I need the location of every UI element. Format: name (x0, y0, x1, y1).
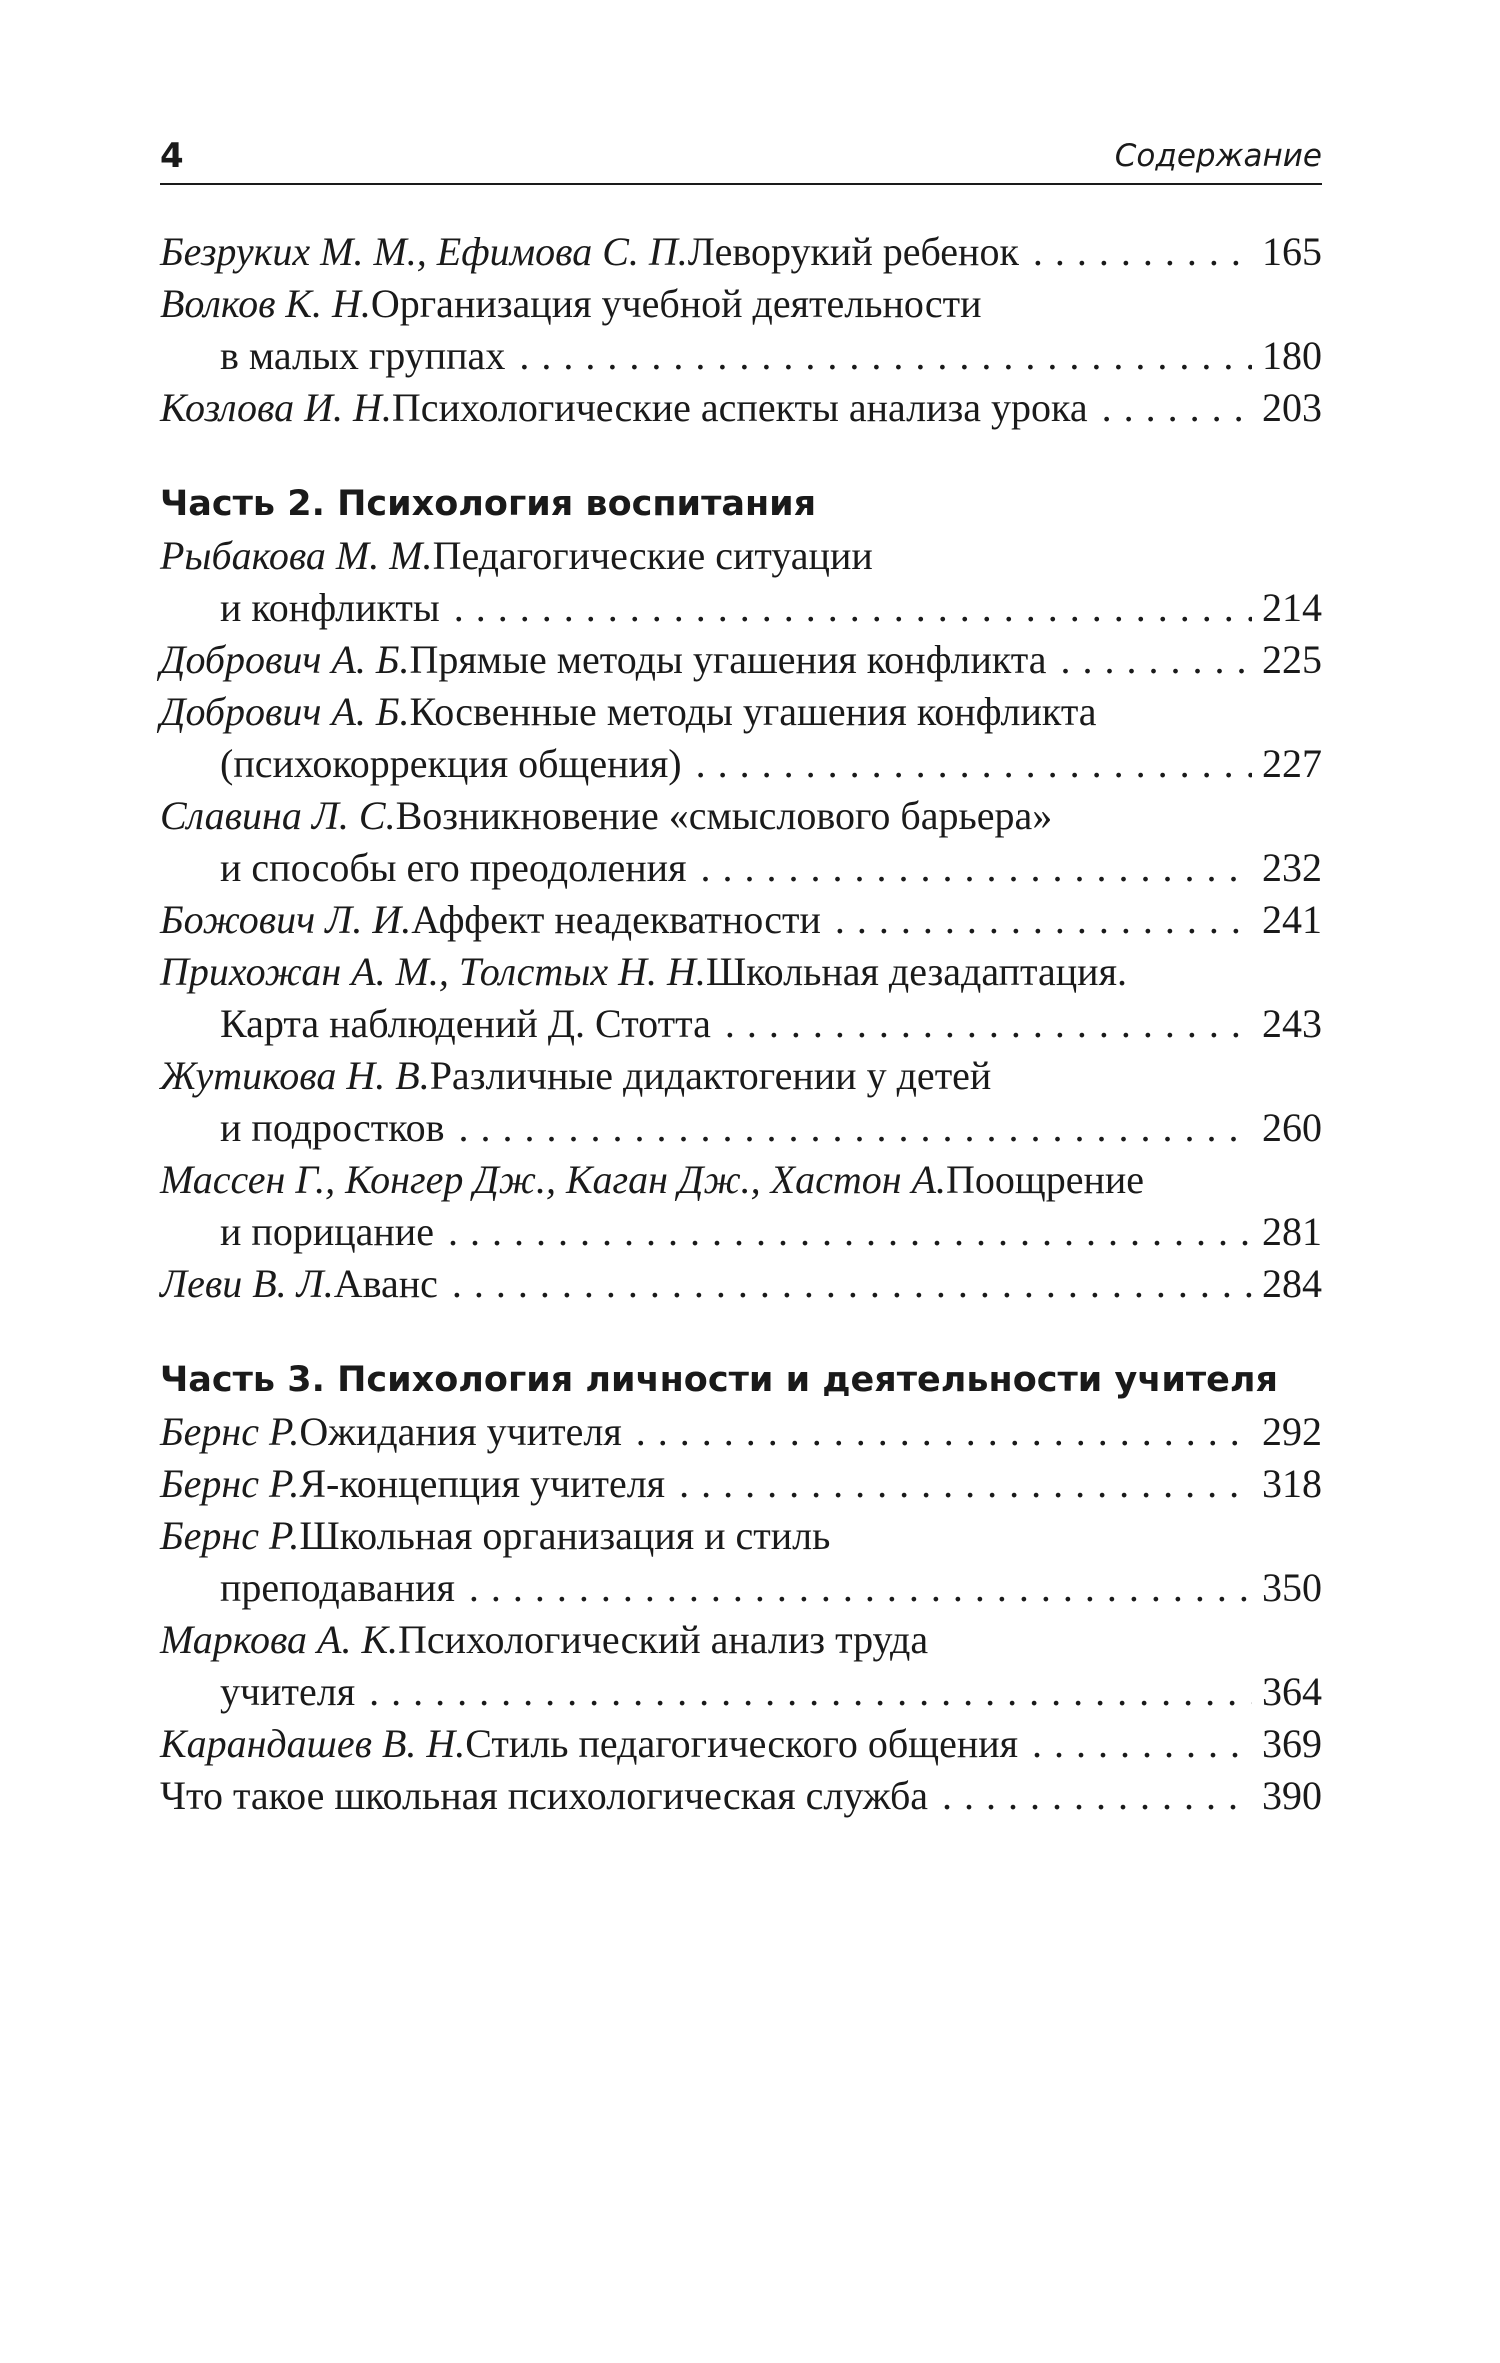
entry-title: Школьная дезадаптация. (705, 949, 1127, 994)
entry-title-continuation: в малых группах (220, 333, 506, 378)
dot-leader (942, 1770, 1252, 1822)
entry-author: Божович Л. И. (160, 897, 412, 942)
entry-author: Массен Г., Конгер Дж., Каган Дж., Хастон А. (160, 1157, 946, 1202)
entry-page-number: 364 (1262, 1669, 1322, 1714)
entry-page-number: 350 (1262, 1565, 1322, 1610)
toc-entry-continuation (160, 1666, 1322, 1718)
toc-entry-line (160, 686, 1322, 738)
toc-section-2 (160, 530, 1322, 1310)
entry-page-number: 243 (1262, 1001, 1322, 1046)
dot-leader (459, 1102, 1252, 1154)
entry-title: Школьная организация и стиль (299, 1513, 831, 1558)
toc-entry-continuation (160, 1562, 1322, 1614)
entry-title: Леворукий ребенок (687, 229, 1019, 274)
toc-entry-line (160, 1458, 1322, 1510)
running-title: Содержание (1114, 138, 1322, 174)
entry-title: Прямые методы угашения конфликта (409, 637, 1047, 682)
entry-page-number: 232 (1262, 845, 1322, 890)
toc-entry-line (160, 1258, 1322, 1310)
entry-author: Бернс Р. (160, 1513, 300, 1558)
entry-author: Славина Л. С. (160, 793, 396, 838)
entry-page-number: 227 (1262, 741, 1322, 786)
part-2-heading: Часть 2. Психология воспитания (160, 484, 817, 524)
toc-entry-line (160, 382, 1322, 434)
dot-leader (700, 842, 1252, 894)
entry-title-continuation: и конфликты (220, 585, 440, 630)
entry-title: Аванс (333, 1261, 438, 1306)
dot-leader (679, 1458, 1252, 1510)
entry-title-continuation: (психокоррекция общения) (220, 741, 682, 786)
entry-title: Различные дидактогении у детей (429, 1053, 992, 1098)
toc-entry-continuation (160, 998, 1322, 1050)
entry-title: Организация учебной деятельности (370, 281, 982, 326)
entry-title: Стиль педагогического общения (465, 1721, 1019, 1766)
entry-author: Безруких М. М., Ефимова С. П. (160, 229, 688, 274)
section-spacer (160, 434, 1322, 478)
entry-title: Возникновение «смыслового барьера» (395, 793, 1053, 838)
entry-author: Волков К. Н. (160, 281, 371, 326)
entry-title-continuation: учителя (220, 1669, 356, 1714)
entry-author: Маркова А. К. (160, 1617, 399, 1662)
toc-section-1 (160, 226, 1322, 434)
entry-author: Леви В. Л. (160, 1261, 334, 1306)
header-rule (160, 183, 1322, 185)
entry-title: Я-концепция учителя (299, 1461, 666, 1506)
toc-entry-line (160, 946, 1322, 998)
entry-author: Карандашев В. Н. (160, 1721, 466, 1766)
toc-entry-line (160, 530, 1322, 582)
dot-leader (369, 1666, 1252, 1718)
entry-page-number: 369 (1262, 1721, 1322, 1766)
entry-title-continuation: и способы его преодоления (220, 845, 687, 890)
entry-author: Жутикова Н. В. (160, 1053, 430, 1098)
dot-leader (636, 1406, 1252, 1458)
entry-title-continuation: преподавания (220, 1565, 455, 1610)
dot-leader (1061, 634, 1253, 686)
toc-entry-line (160, 1614, 1322, 1666)
toc-entry-continuation (160, 842, 1322, 894)
dot-leader (1033, 226, 1252, 278)
dot-leader (835, 894, 1252, 946)
entry-page-number: 241 (1262, 897, 1322, 942)
dot-leader (696, 738, 1252, 790)
toc-entry-continuation (160, 1206, 1322, 1258)
dot-leader (448, 1206, 1252, 1258)
entry-page-number: 214 (1262, 585, 1322, 630)
toc-entry-continuation (160, 330, 1322, 382)
toc-entry-continuation (160, 1102, 1322, 1154)
entry-title: Педагогические ситуации (432, 533, 873, 578)
toc-entry-continuation (160, 582, 1322, 634)
toc-entry-line (160, 634, 1322, 686)
entry-title: Аффект неадекватности (411, 897, 821, 942)
page-number: 4 (160, 136, 184, 176)
entry-page-number: 225 (1262, 637, 1322, 682)
entry-author: Козлова И. Н. (160, 385, 392, 430)
entry-title: Что такое школьная психологическая служба (160, 1773, 929, 1818)
entry-page-number: 180 (1262, 333, 1322, 378)
toc-entry-line (160, 1154, 1322, 1206)
toc-entry-line (160, 278, 1322, 330)
entry-author: Добрович А. Б. (160, 689, 410, 734)
toc-section-3 (160, 1406, 1322, 1822)
entry-title: Косвенные методы угашения конфликта (409, 689, 1097, 734)
entry-author: Бернс Р. (160, 1409, 300, 1454)
entry-page-number: 281 (1262, 1209, 1322, 1254)
toc-entry-line (160, 894, 1322, 946)
entry-author: Бернс Р. (160, 1461, 300, 1506)
entry-page-number: 260 (1262, 1105, 1322, 1150)
dot-leader (454, 582, 1252, 634)
entry-page-number: 284 (1262, 1261, 1322, 1306)
part-3-heading: Часть 3. Психология личности и деятельности учителя (160, 1360, 1279, 1400)
section-spacer (160, 1310, 1322, 1354)
entry-page-number: 390 (1262, 1773, 1322, 1818)
toc-entry-continuation (160, 738, 1322, 790)
toc-entry-line (160, 790, 1322, 842)
dot-leader (1102, 382, 1252, 434)
toc-entry-line (160, 1406, 1322, 1458)
entry-author: Добрович А. Б. (160, 637, 410, 682)
entry-title-continuation: Карта наблюдений Д. Стотта (220, 1001, 711, 1046)
entry-title: Поощрение (946, 1157, 1145, 1202)
table-of-contents (160, 226, 1322, 1822)
entry-author: Рыбакова М. М. (160, 533, 433, 578)
entry-title: Психологические аспекты анализа урока (391, 385, 1088, 430)
toc-entry-line (160, 1510, 1322, 1562)
toc-entry-line (160, 1718, 1322, 1770)
toc-entry-line (160, 1050, 1322, 1102)
dot-leader (469, 1562, 1252, 1614)
entry-page-number: 318 (1262, 1461, 1322, 1506)
entry-page-number: 165 (1262, 229, 1322, 274)
entry-title: Ожидания учителя (299, 1409, 622, 1454)
dot-leader (725, 998, 1252, 1050)
toc-entry-line (160, 226, 1322, 278)
dot-leader (1032, 1718, 1252, 1770)
entry-title-continuation: и порицание (220, 1209, 434, 1254)
entry-title-continuation: и подростков (220, 1105, 445, 1150)
entry-page-number: 292 (1262, 1409, 1322, 1454)
toc-entry-line (160, 1770, 1322, 1822)
entry-author: Прихожан А. М., Толстых Н. Н. (160, 949, 706, 994)
entry-title: Психологический анализ труда (398, 1617, 929, 1662)
dot-leader (519, 330, 1252, 382)
entry-page-number: 203 (1262, 385, 1322, 430)
page-header (160, 134, 1322, 184)
dot-leader (452, 1258, 1252, 1310)
